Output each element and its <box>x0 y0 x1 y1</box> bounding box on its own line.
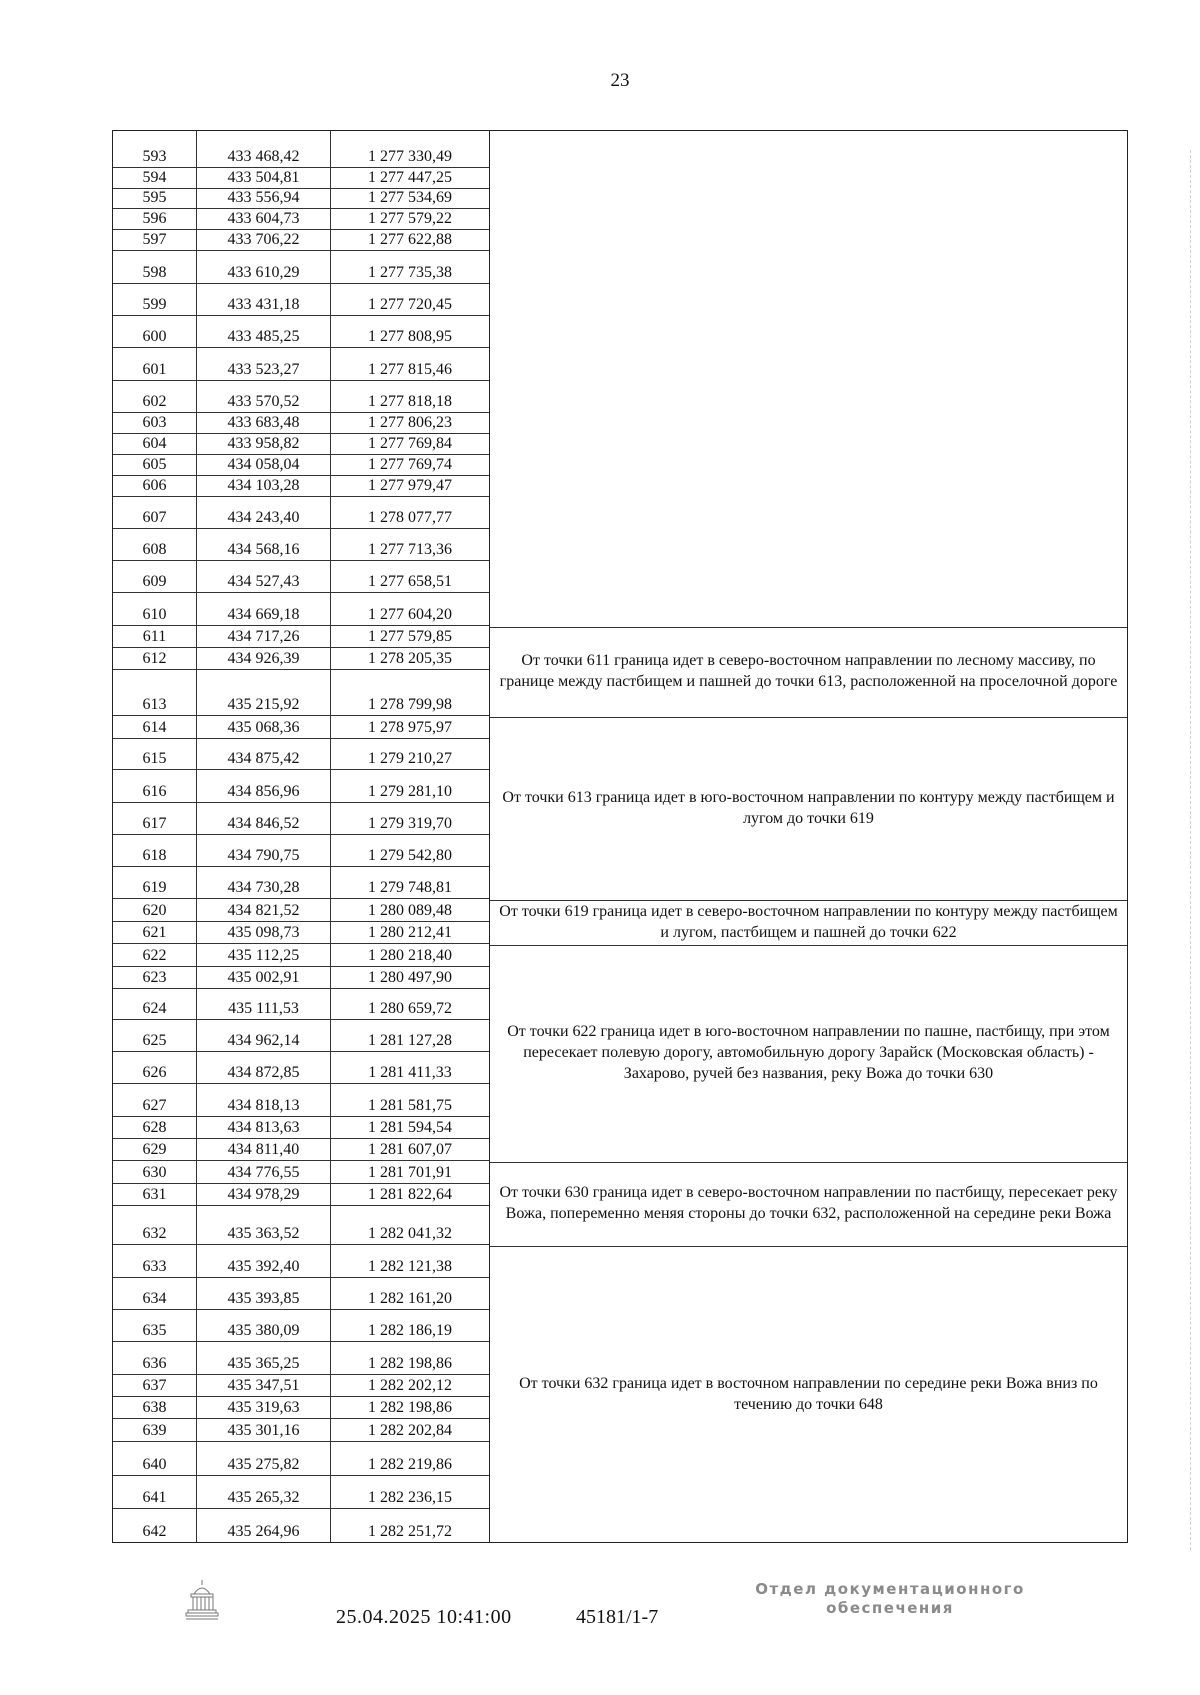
y-coordinate-cell: 1 281 607,07 <box>368 1141 452 1159</box>
y-coordinate-cell: 1 277 979,47 <box>368 476 452 494</box>
y-coordinate-cell: 1 279 319,70 <box>368 814 452 832</box>
x-coordinate-cell: 434 962,14 <box>197 1020 331 1051</box>
point-number-cell: 618 <box>113 835 197 866</box>
y-coordinate-cell: 1 282 198,86 <box>368 1354 452 1372</box>
y-coordinate-cell: 1 281 127,28 <box>368 1032 452 1050</box>
y-coordinate-cell: 1 279 542,80 <box>368 847 452 865</box>
x-coordinate-cell: 435 319,63 <box>197 1397 331 1418</box>
x-coordinate-cell: 434 813,63 <box>197 1117 331 1138</box>
x-coordinate-cell: 433 504,81 <box>197 168 331 188</box>
table-row <box>113 867 489 899</box>
point-number-cell: 610 <box>113 593 197 624</box>
point-number-cell: 593 <box>113 131 197 167</box>
y-coordinate-cell: 1 280 212,41 <box>368 924 452 942</box>
x-coordinate-cell: 435 393,85 <box>197 1278 331 1309</box>
point-number-cell: 630 <box>113 1161 197 1182</box>
table-row <box>113 1342 489 1374</box>
table-row <box>113 944 489 966</box>
table-row <box>113 1206 489 1245</box>
point-number-cell: 603 <box>113 413 197 433</box>
point-number-cell: 635 <box>113 1310 197 1341</box>
table-row <box>113 529 489 561</box>
y-coordinate-cell: 1 277 806,23 <box>368 413 452 431</box>
y-coordinate-cell: 1 282 041,32 <box>368 1225 452 1243</box>
table-row <box>113 209 489 230</box>
boundary-description <box>490 1162 1127 1246</box>
point-number-cell: 626 <box>113 1052 197 1083</box>
x-coordinate-cell: 435 264,96 <box>197 1509 331 1542</box>
table-row <box>113 1419 489 1441</box>
point-number-cell: 622 <box>113 944 197 965</box>
point-number-cell: 624 <box>113 989 197 1019</box>
x-coordinate-cell: 434 790,75 <box>197 835 331 866</box>
x-coordinate-cell: 435 363,52 <box>197 1206 331 1244</box>
x-coordinate-cell: 435 265,32 <box>197 1476 331 1509</box>
x-coordinate-cell: 434 568,16 <box>197 529 331 560</box>
x-coordinate-cell: 434 730,28 <box>197 867 331 898</box>
table-row <box>113 1161 489 1183</box>
y-coordinate-cell: 1 277 579,22 <box>368 210 452 228</box>
y-coordinate-cell: 1 282 198,86 <box>368 1399 452 1417</box>
x-coordinate-cell: 435 111,53 <box>197 989 331 1019</box>
y-coordinate-cell: 1 277 604,20 <box>368 605 452 623</box>
y-coordinate-cell: 1 280 089,48 <box>368 901 452 919</box>
y-coordinate-cell: 1 282 202,84 <box>368 1421 452 1439</box>
x-coordinate-cell: 435 301,16 <box>197 1419 331 1440</box>
table-row <box>113 922 489 944</box>
x-coordinate-cell: 435 112,25 <box>197 944 331 965</box>
point-number-cell: 619 <box>113 867 197 898</box>
x-coordinate-cell: 433 570,52 <box>197 381 331 412</box>
stamp-line-2: обеспечения <box>826 1599 954 1617</box>
y-coordinate-cell: 1 277 622,88 <box>368 231 452 249</box>
point-number-cell: 614 <box>113 716 197 739</box>
x-coordinate-cell: 435 275,82 <box>197 1442 331 1475</box>
y-coordinate-cell: 1 278 975,97 <box>368 719 452 737</box>
x-coordinate-cell: 434 058,04 <box>197 455 331 475</box>
y-coordinate-cell: 1 282 121,38 <box>368 1257 452 1275</box>
y-coordinate-cell: 1 278 077,77 <box>368 508 452 526</box>
table-row <box>113 1397 489 1419</box>
table-row <box>113 1052 489 1084</box>
point-number-cell: 640 <box>113 1442 197 1475</box>
table-row <box>113 455 489 476</box>
x-coordinate-cell: 434 926,39 <box>197 648 331 669</box>
x-coordinate-cell: 434 669,18 <box>197 593 331 624</box>
table-row <box>113 1084 489 1116</box>
boundary-description-text <box>490 132 1127 377</box>
point-number-cell: 599 <box>113 284 197 315</box>
x-coordinate-cell: 435 365,25 <box>197 1342 331 1373</box>
point-number-cell: 633 <box>113 1245 197 1276</box>
coordinates-sheet <box>112 130 1128 1543</box>
table-row <box>113 716 489 740</box>
point-number-cell: 629 <box>113 1139 197 1160</box>
x-coordinate-cell: 435 098,73 <box>197 922 331 943</box>
point-number-cell: 596 <box>113 209 197 229</box>
y-coordinate-cell: 1 282 236,15 <box>368 1489 452 1507</box>
y-coordinate-cell: 1 279 748,81 <box>368 879 452 897</box>
table-row <box>113 626 489 648</box>
y-coordinate-cell: 1 282 219,86 <box>368 1455 452 1473</box>
x-coordinate-cell: 433 958,82 <box>197 434 331 454</box>
y-coordinate-cell: 1 277 769,74 <box>368 455 452 473</box>
table-row <box>113 413 489 434</box>
table-row <box>113 648 489 670</box>
x-coordinate-cell: 434 818,13 <box>197 1084 331 1115</box>
table-row <box>113 251 489 283</box>
y-coordinate-cell: 1 277 447,25 <box>368 168 452 186</box>
table-row <box>113 1139 489 1161</box>
y-coordinate-cell: 1 277 818,18 <box>368 392 452 410</box>
point-number-cell: 598 <box>113 251 197 282</box>
boundary-description <box>490 945 1127 1162</box>
point-number-cell: 608 <box>113 529 197 560</box>
y-coordinate-cell: 1 279 281,10 <box>368 782 452 800</box>
x-coordinate-cell: 434 872,85 <box>197 1052 331 1083</box>
table-row <box>113 593 489 625</box>
table-row <box>113 1278 489 1310</box>
table-row <box>113 739 489 770</box>
x-coordinate-cell: 434 875,42 <box>197 739 331 769</box>
point-number-cell: 620 <box>113 899 197 920</box>
y-coordinate-cell: 1 281 411,33 <box>368 1064 452 1082</box>
point-number-cell: 605 <box>113 455 197 475</box>
x-coordinate-cell: 435 380,09 <box>197 1310 331 1341</box>
x-coordinate-cell: 434 103,28 <box>197 476 331 496</box>
table-row <box>113 168 489 189</box>
table-row <box>113 230 489 251</box>
y-coordinate-cell: 1 277 808,95 <box>368 328 452 346</box>
table-row <box>113 1117 489 1139</box>
table-row <box>113 1476 489 1510</box>
table-row <box>113 1509 489 1542</box>
table-row <box>113 561 489 593</box>
y-coordinate-cell: 1 277 534,69 <box>368 189 452 207</box>
table-row <box>113 1310 489 1342</box>
table-row <box>113 316 489 348</box>
point-number-cell: 637 <box>113 1375 197 1396</box>
boundary-description <box>490 132 1127 627</box>
table-row <box>113 670 489 715</box>
point-number-cell: 625 <box>113 1020 197 1051</box>
x-coordinate-cell: 435 392,40 <box>197 1245 331 1276</box>
point-number-cell: 601 <box>113 348 197 379</box>
x-coordinate-cell: 435 002,91 <box>197 967 331 988</box>
point-number-cell: 611 <box>113 626 197 647</box>
table-row <box>113 476 489 497</box>
boundary-description-text: От точки 619 граница идет в северо-восточном направлении по контуру между пастбищем и лугом, пастбищем и пашней до точки 622 <box>499 903 1118 942</box>
x-coordinate-cell: 433 706,22 <box>197 230 331 250</box>
table-row <box>113 189 489 210</box>
x-coordinate-cell: 434 821,52 <box>197 899 331 920</box>
point-number-cell: 612 <box>113 648 197 669</box>
y-coordinate-cell: 1 280 659,72 <box>368 999 452 1017</box>
stamp-line-1: Отдел документационного <box>755 1580 1025 1598</box>
point-number-cell: 621 <box>113 922 197 943</box>
point-number-cell: 627 <box>113 1084 197 1115</box>
department-stamp <box>740 1580 1040 1618</box>
point-number-cell: 639 <box>113 1419 197 1440</box>
x-coordinate-cell: 433 523,27 <box>197 348 331 379</box>
y-coordinate-cell: 1 280 497,90 <box>368 968 452 986</box>
x-coordinate-cell: 434 978,29 <box>197 1184 331 1205</box>
y-coordinate-cell: 1 277 815,46 <box>368 360 452 378</box>
y-coordinate-cell: 1 278 205,35 <box>368 650 452 668</box>
table-row <box>113 434 489 455</box>
x-coordinate-cell: 433 431,18 <box>197 284 331 315</box>
y-coordinate-cell: 1 279 210,27 <box>368 750 452 768</box>
point-number-cell: 617 <box>113 803 197 834</box>
table-row <box>113 989 489 1020</box>
boundary-description-text: От точки 630 граница идет в северо-восточном направлении по пастбищу, пересекает реку Вожа, попеременно меняя стороны до точки 632, расположенной на середине реки Вожа <box>499 1184 1118 1223</box>
point-number-cell: 607 <box>113 497 197 528</box>
boundary-description-text: От точки 611 граница идет в северо-восточном направлении по лесному массиву, по границе между пастбищем и пашней до точки 613, расположенной на проселочной дороге <box>499 651 1118 690</box>
x-coordinate-cell: 433 556,94 <box>197 189 331 209</box>
boundary-description-text: От точки 632 граница идет в восточном направлении по середине реки Вожа вниз по течению до точки 648 <box>519 1374 1098 1413</box>
point-number-cell: 600 <box>113 316 197 347</box>
y-coordinate-cell: 1 277 735,38 <box>368 263 452 281</box>
point-number-cell: 628 <box>113 1117 197 1138</box>
x-coordinate-cell: 434 776,55 <box>197 1161 331 1182</box>
boundary-description-column <box>490 130 1128 1543</box>
boundary-description <box>490 717 1127 901</box>
point-number-cell: 602 <box>113 381 197 412</box>
boundary-description <box>490 900 1127 945</box>
y-coordinate-cell: 1 278 799,98 <box>368 695 452 713</box>
table-row <box>113 1184 489 1206</box>
table-row <box>113 899 489 921</box>
x-coordinate-cell: 433 610,29 <box>197 251 331 282</box>
point-number-cell: 631 <box>113 1184 197 1205</box>
point-number-cell: 594 <box>113 168 197 188</box>
duma-emblem-icon <box>182 1576 222 1622</box>
x-coordinate-cell: 434 243,40 <box>197 497 331 528</box>
x-coordinate-cell: 433 468,42 <box>197 131 331 167</box>
table-row <box>113 348 489 380</box>
y-coordinate-cell: 1 277 713,36 <box>368 541 452 559</box>
point-number-cell: 606 <box>113 476 197 496</box>
point-number-cell: 615 <box>113 739 197 769</box>
point-number-cell: 616 <box>113 770 197 801</box>
y-coordinate-cell: 1 277 720,45 <box>368 295 452 313</box>
y-coordinate-cell: 1 277 579,85 <box>368 628 452 646</box>
point-number-cell: 636 <box>113 1342 197 1373</box>
x-coordinate-cell: 435 215,92 <box>197 670 331 714</box>
table-row <box>113 381 489 413</box>
table-row <box>113 1375 489 1397</box>
x-coordinate-cell: 433 683,48 <box>197 413 331 433</box>
point-number-cell: 604 <box>113 434 197 454</box>
table-row <box>113 835 489 867</box>
y-coordinate-cell: 1 280 218,40 <box>368 946 452 964</box>
table-row <box>113 284 489 316</box>
y-coordinate-cell: 1 277 330,49 <box>368 147 452 165</box>
table-row <box>113 1245 489 1277</box>
table-row <box>113 803 489 835</box>
x-coordinate-cell: 434 811,40 <box>197 1139 331 1160</box>
point-number-cell: 642 <box>113 1509 197 1542</box>
point-number-cell: 641 <box>113 1476 197 1509</box>
y-coordinate-cell: 1 281 594,54 <box>368 1119 452 1137</box>
point-number-cell: 638 <box>113 1397 197 1418</box>
coordinates-table <box>112 130 490 1543</box>
table-row <box>113 131 489 168</box>
x-coordinate-cell: 434 527,43 <box>197 561 331 592</box>
x-coordinate-cell: 433 604,73 <box>197 209 331 229</box>
point-number-cell: 595 <box>113 189 197 209</box>
y-coordinate-cell: 1 281 822,64 <box>368 1186 452 1204</box>
x-coordinate-cell: 434 846,52 <box>197 803 331 834</box>
x-coordinate-cell: 434 856,96 <box>197 770 331 801</box>
registration-datetime: 25.04.2025 10:41:00 <box>336 1606 512 1628</box>
x-coordinate-cell: 434 717,26 <box>197 626 331 647</box>
boundary-description <box>490 627 1127 717</box>
table-row <box>113 1442 489 1476</box>
registration-number: 45181/1-7 <box>576 1606 659 1628</box>
x-coordinate-cell: 435 068,36 <box>197 716 331 739</box>
y-coordinate-cell: 1 277 658,51 <box>368 573 452 591</box>
point-number-cell: 632 <box>113 1206 197 1244</box>
page-number: 23 <box>610 70 630 91</box>
y-coordinate-cell: 1 277 769,84 <box>368 434 452 452</box>
y-coordinate-cell: 1 281 581,75 <box>368 1096 452 1114</box>
table-row <box>113 1020 489 1052</box>
document-footer <box>0 1570 1200 1650</box>
point-number-cell: 623 <box>113 967 197 988</box>
point-number-cell: 597 <box>113 230 197 250</box>
table-row <box>113 967 489 989</box>
boundary-description-text: От точки 622 граница идет в юго-восточном направлении по пашне, пастбищу, при этом пересекает полевую дорогу, автомобильную дорогу Зарайск (Московская область) - Захарово, ручей без названия, реку Вожа до точки 630 <box>507 1023 1110 1083</box>
y-coordinate-cell: 1 282 202,12 <box>368 1377 452 1395</box>
y-coordinate-cell: 1 282 161,20 <box>368 1290 452 1308</box>
point-number-cell: 609 <box>113 561 197 592</box>
y-coordinate-cell: 1 282 186,19 <box>368 1322 452 1340</box>
table-row <box>113 770 489 802</box>
point-number-cell: 613 <box>113 670 197 714</box>
table-row <box>113 497 489 529</box>
y-coordinate-cell: 1 282 251,72 <box>368 1522 452 1540</box>
scan-edge-marks <box>1190 150 1192 1550</box>
point-number-cell: 634 <box>113 1278 197 1309</box>
x-coordinate-cell: 433 485,25 <box>197 316 331 347</box>
x-coordinate-cell: 435 347,51 <box>197 1375 331 1396</box>
boundary-description <box>490 1246 1127 1542</box>
y-coordinate-cell: 1 281 701,91 <box>368 1163 452 1181</box>
boundary-description-text: От точки 613 граница идет в юго-восточном направлении по контуру между пастбищем и лугом до точки 619 <box>502 788 1115 827</box>
